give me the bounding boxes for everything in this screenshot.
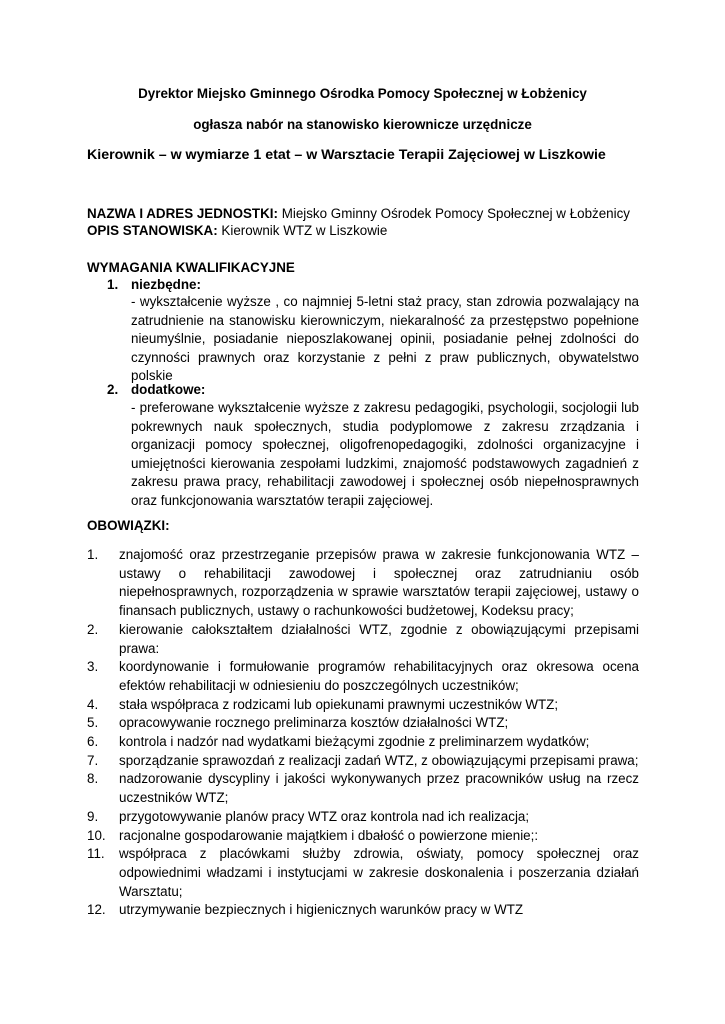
duty-text: kierowanie całokształtem działalności WTZ, zgodnie z obowiązującymi przepisami prawa: — [119, 621, 639, 656]
requirement-text-additional: - preferowane wykształcenie wyższe z zakresu pedagogiki, psychologii, socjologii lub pokrewnych nauk społecznych, studia podyplomowe z zakresu zrządzania i organizacji pomocy społecznej, oligofrenopedagogiki, zdolności organizacyjne i umiejętności kierowania zespołami ludzkimi, znajomość podstawowych zagadnień z zakresu prawa pracy, rehabilitacji zawodowej i społecznej osób niepełnosprawnych oraz funkcjonowania warsztatów terapii zajęciowej. — [131, 400, 639, 508]
unit-name-label: NAZWA I ADRES JEDNOSTKI: — [87, 206, 278, 221]
header-position-line: Kierownik – w wymiarze 1 etat – w Warsztacie Terapii Zajęciowej w Liszkowie — [87, 147, 606, 163]
duties-list — [87, 546, 639, 920]
duty-text: kontrola i nadzór nad wydatkami bieżącymi zgodnie z preliminarzem wydatków; — [119, 734, 590, 750]
duty-item — [87, 752, 639, 771]
duty-number: 1. — [87, 547, 99, 562]
header-director-line: Dyrektor Miejsko Gminnego Ośrodka Pomocy Społecznej w Łobżenicy — [138, 86, 587, 101]
duty-item — [87, 546, 639, 621]
duty-text: opracowywanie rocznego preliminarza kosztów działalności WTZ; — [119, 715, 509, 731]
duty-number: 10. — [87, 827, 106, 843]
duty-text: znajomość oraz przestrzeganie przepisów prawa w zakresie funkcjonowania WTZ – ustawy o rehabilitacji zawodowej i społecznej oraz zatrudnianiu osób niepełnosprawnych, rozporządzenia w sprawie warsztatów terapii zajęciowej, ustawy o finansach publicznych, ustawy o rachunkowości budżetowej, Kodeksu pracy; — [119, 547, 639, 619]
duty-number: 3. — [87, 659, 99, 675]
requirements-heading: WYMAGANIA KWALIFIKACYJNE — [87, 260, 295, 275]
position-description-line — [87, 222, 387, 240]
duty-text: nadzorowanie dyscypliny i jakości wykonywanych przez pracowników usług na rzecz uczestników WTZ; — [119, 771, 639, 806]
duty-number: 9. — [87, 808, 99, 824]
duty-item — [87, 733, 639, 752]
unit-name-line — [87, 205, 630, 223]
duty-item — [87, 808, 639, 827]
requirement-number: 1. — [107, 277, 119, 292]
requirement-title-additional: dodatkowe: — [131, 382, 206, 397]
duty-item — [87, 621, 639, 658]
duty-number: 7. — [87, 752, 99, 768]
requirement-number: 2. — [107, 382, 119, 397]
duty-text: utrzymywanie bezpiecznych i higienicznych warunków pracy w WTZ — [119, 902, 524, 918]
position-description-value: Kierownik WTZ w Liszkowie — [221, 223, 388, 238]
duty-item — [87, 827, 639, 846]
duty-item — [87, 901, 639, 920]
duty-number: 5. — [87, 715, 99, 731]
duty-text: racjonalne gospodarowanie majątkiem i dbałość o powierzone mienie;: — [119, 827, 539, 843]
duty-number: 4. — [87, 696, 99, 712]
duty-item — [87, 658, 639, 695]
duty-text: przygotowywanie planów pracy WTZ oraz kontrola nad ich realizacja; — [119, 808, 530, 824]
duty-item — [87, 696, 639, 715]
duty-item — [87, 770, 639, 807]
duty-item — [87, 714, 639, 733]
duty-number: 11. — [87, 846, 105, 862]
duty-number: 8. — [87, 771, 99, 787]
requirement-title-mandatory: niezbędne: — [131, 277, 201, 292]
duties-heading: OBOWIĄZKI: — [87, 518, 170, 533]
requirement-text-mandatory: - wykształcenie wyższe , co najmniej 5-letni staż pracy, stan zdrowia pozwalający na zatrudnienie na stanowisku kierowniczym, niekaralność za przestępstwo popełnione nieumyślnie, posiadanie nieposzlakowanej opinii, posiadanie pełnej zdolności do czynności prawnych oraz korzystanie z pełni z praw publicznych, obywatelstwo polskie — [131, 294, 639, 384]
duty-item — [87, 845, 639, 901]
position-description-label: OPIS STANOWISKA: — [87, 223, 218, 238]
duty-number: 6. — [87, 734, 99, 750]
duty-text: stała współpraca z rodzicami lub opiekunami prawnymi uczestników WTZ; — [119, 696, 559, 712]
duty-text: koordynowanie i formułowanie programów rehabilitacyjnych oraz okresowa ocena efektów rehabilitacji w odniesieniu do poszczególnych uczestników; — [119, 659, 639, 693]
duty-text: współpraca z placówkami służby zdrowia, oświaty, pomocy społecznej oraz odpowiednimi władzami i instytucjami w zakresie doskonalenia i poszerzania działań Warsztatu; — [119, 846, 639, 899]
duty-number: 2. — [87, 621, 99, 637]
unit-name-value: Miejsko Gminny Ośrodek Pomocy Społecznej w Łobżenicy — [281, 206, 630, 221]
duty-text: sporządzanie sprawozdań z realizacji zadań WTZ, z obowiązującymi przepisami prawa; — [119, 752, 639, 768]
header-announcement-line: ogłasza nabór na stanowisko kierownicze urzędnicze — [193, 117, 532, 132]
duty-number: 12. — [87, 902, 106, 918]
